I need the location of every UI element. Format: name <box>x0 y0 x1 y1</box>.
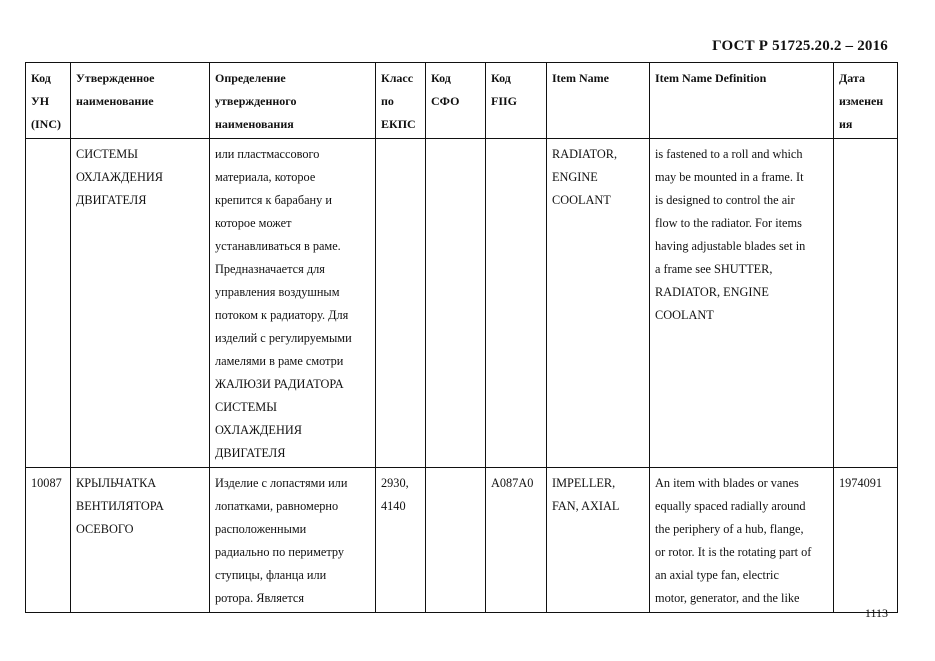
cell-ekps-class <box>376 139 426 468</box>
cell-item-name: RADIATOR, ENGINE COOLANT <box>547 139 650 468</box>
gost-table <box>25 62 898 613</box>
header-item-name-definition: Item Name Definition <box>650 63 834 139</box>
cell-item-name-definition: An item with blades or vanes equally spaced radially around the periphery of a hub, flange, or rotor. It is the rotating part of an axial type fan, electric motor, generator, and the like <box>650 468 834 613</box>
cell-name-definition: Изделие с лопастями или лопатками, равномерно расположенными радиально по периметру ступицы, фланца или ротора. Является <box>210 468 376 613</box>
table-header-row <box>26 63 898 139</box>
header-name-definition: Определение утвержденного наименования <box>210 63 376 139</box>
cell-change-date: 1974091 <box>834 468 898 613</box>
cell-fiig-code: A087A0 <box>486 468 547 613</box>
table-row <box>26 468 898 613</box>
cell-inc-code <box>26 139 71 468</box>
table-row <box>26 139 898 468</box>
header-inc-code: Код УН (INC) <box>26 63 71 139</box>
cell-approved-name: СИСТЕМЫ ОХЛАЖДЕНИЯ ДВИГАТЕЛЯ <box>71 139 210 468</box>
header-change-date: Дата изменен ия <box>834 63 898 139</box>
cell-item-name-definition: is fastened to a roll and which may be mounted in a frame. It is designed to control the air flow to the radiator. For items having adjustable blades set in a frame see SHUTTER, RADIATOR, ENGINE COOLANT <box>650 139 834 468</box>
cell-name-definition: или пластмассового материала, которое крепится к барабану и которое может устанавливаться в раме. Предназначается для управления воздушным потоком к радиатору. Для изделий с регулируемыми ламелями в раме смотри ЖАЛЮЗИ РАДИАТОРА СИСТЕМЫ ОХЛАЖДЕНИЯ ДВИГАТЕЛЯ <box>210 139 376 468</box>
document-title: ГОСТ Р 51725.20.2 – 2016 <box>712 38 888 54</box>
cell-sfo-code <box>426 139 486 468</box>
header-approved-name: Утвержденное наименование <box>71 63 210 139</box>
cell-ekps-class: 2930, 4140 <box>376 468 426 613</box>
cell-sfo-code <box>426 468 486 613</box>
header-fiig-code: Код FIIG <box>486 63 547 139</box>
header-item-name: Item Name <box>547 63 650 139</box>
cell-fiig-code <box>486 139 547 468</box>
header-sfo-code: Код СФО <box>426 63 486 139</box>
cell-change-date <box>834 139 898 468</box>
header-ekps-class: Класс по ЕКПС <box>376 63 426 139</box>
cell-inc-code: 10087 <box>26 468 71 613</box>
cell-item-name: IMPELLER, FAN, AXIAL <box>547 468 650 613</box>
cell-approved-name: КРЫЛЬЧАТКА ВЕНТИЛЯТОРА ОСЕВОГО <box>71 468 210 613</box>
page-number: 1113 <box>864 606 888 620</box>
